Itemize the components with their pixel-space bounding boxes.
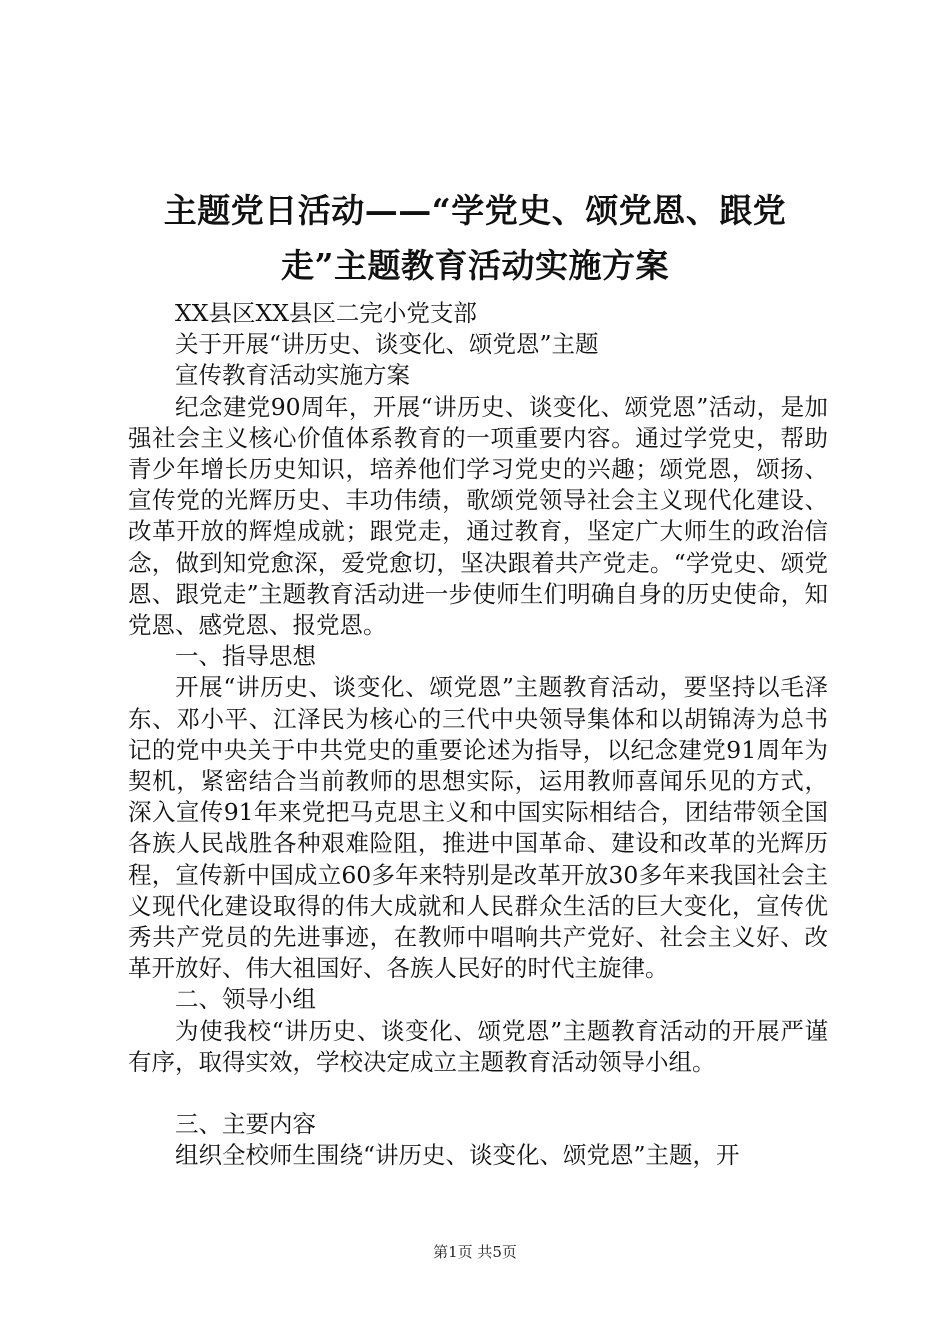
section-heading-leadership-group: 二、领导小组 bbox=[175, 985, 316, 1014]
leadership-group-paragraph: 为使我校“讲历史、谈变化、颂党恩”主题教育活动的开展严谨有序，取得实效，学校决定成立主题教育活动领导小组。 bbox=[128, 1016, 828, 1076]
section-heading-guiding-thought: 一、指导思想 bbox=[175, 642, 316, 671]
guiding-thought-paragraph: 开展“讲历史、谈变化、颂党恩”主题教育活动，要坚持以毛泽东、邓小平、江泽民为核心的三代中央领导集体和以胡锦涛为总书记的党中央关于中共党史的重要论述为指导，以纪念建党91周年为契机，紧密结合当前教师的思想实际，运用教师喜闻乐见的方式，深入宣传91年来党把马克思主义和中国实际相结合，团结带领全国各族人民战胜各种艰难险阻，推进中国革命、建设和改革的光辉历程，宣传新中国成立60多年来特别是改革开放30多年来我国社会主义现代化建设取得的伟大成就和人民群众生活的巨大变化，宣传优秀共产党员的先进事迹，在教师中唱响共产党好、社会主义好、改革开放好、伟大祖国好、各族人民好的时代主旋律。 bbox=[128, 673, 828, 983]
paragraph-gap bbox=[128, 1078, 828, 1109]
title-line-1: 主题党日活动——“学党史、颂党恩、跟党 bbox=[163, 191, 787, 230]
subtitle-line-2: 宣传教育活动实施方案 bbox=[175, 361, 410, 390]
title-line-2: 走”主题教育活动实施方案 bbox=[281, 246, 669, 285]
org-name: XX县区XX县区二完小党支部 bbox=[175, 299, 477, 327]
document-body bbox=[128, 298, 828, 1171]
subtitle-line-1: 关于开展“讲历史、谈变化、颂党恩”主题 bbox=[175, 330, 599, 359]
document-title bbox=[120, 183, 830, 293]
intro-paragraph: 纪念建党90周年，开展“讲历史、谈变化、颂党恩”活动，是加强社会主义核心价值体系教育的一项重要内容。通过学党史，帮助青少年增长历史知识，培养他们学习党史的兴趣；颂党恩，颂扬、宣传党的光辉历史、丰功伟绩，歌颂党领导社会主义现代化建设、改革开放的辉煌成就；跟党走，通过教育，坚定广大师生的政治信念，做到知党愈深，爱党愈切，坚决跟着共产党走。“学党史、颂党恩、跟党走”主题教育活动进一步使师生们明确自身的历史使命，知党恩、感党恩、报党恩。 bbox=[128, 392, 828, 640]
section-heading-main-content: 三、主要内容 bbox=[175, 1110, 316, 1139]
page-footer: 第1页 共5页 bbox=[433, 1243, 517, 1261]
main-content-paragraph: 组织全校师生围绕“讲历史、谈变化、颂党恩”主题，开 bbox=[175, 1141, 740, 1170]
